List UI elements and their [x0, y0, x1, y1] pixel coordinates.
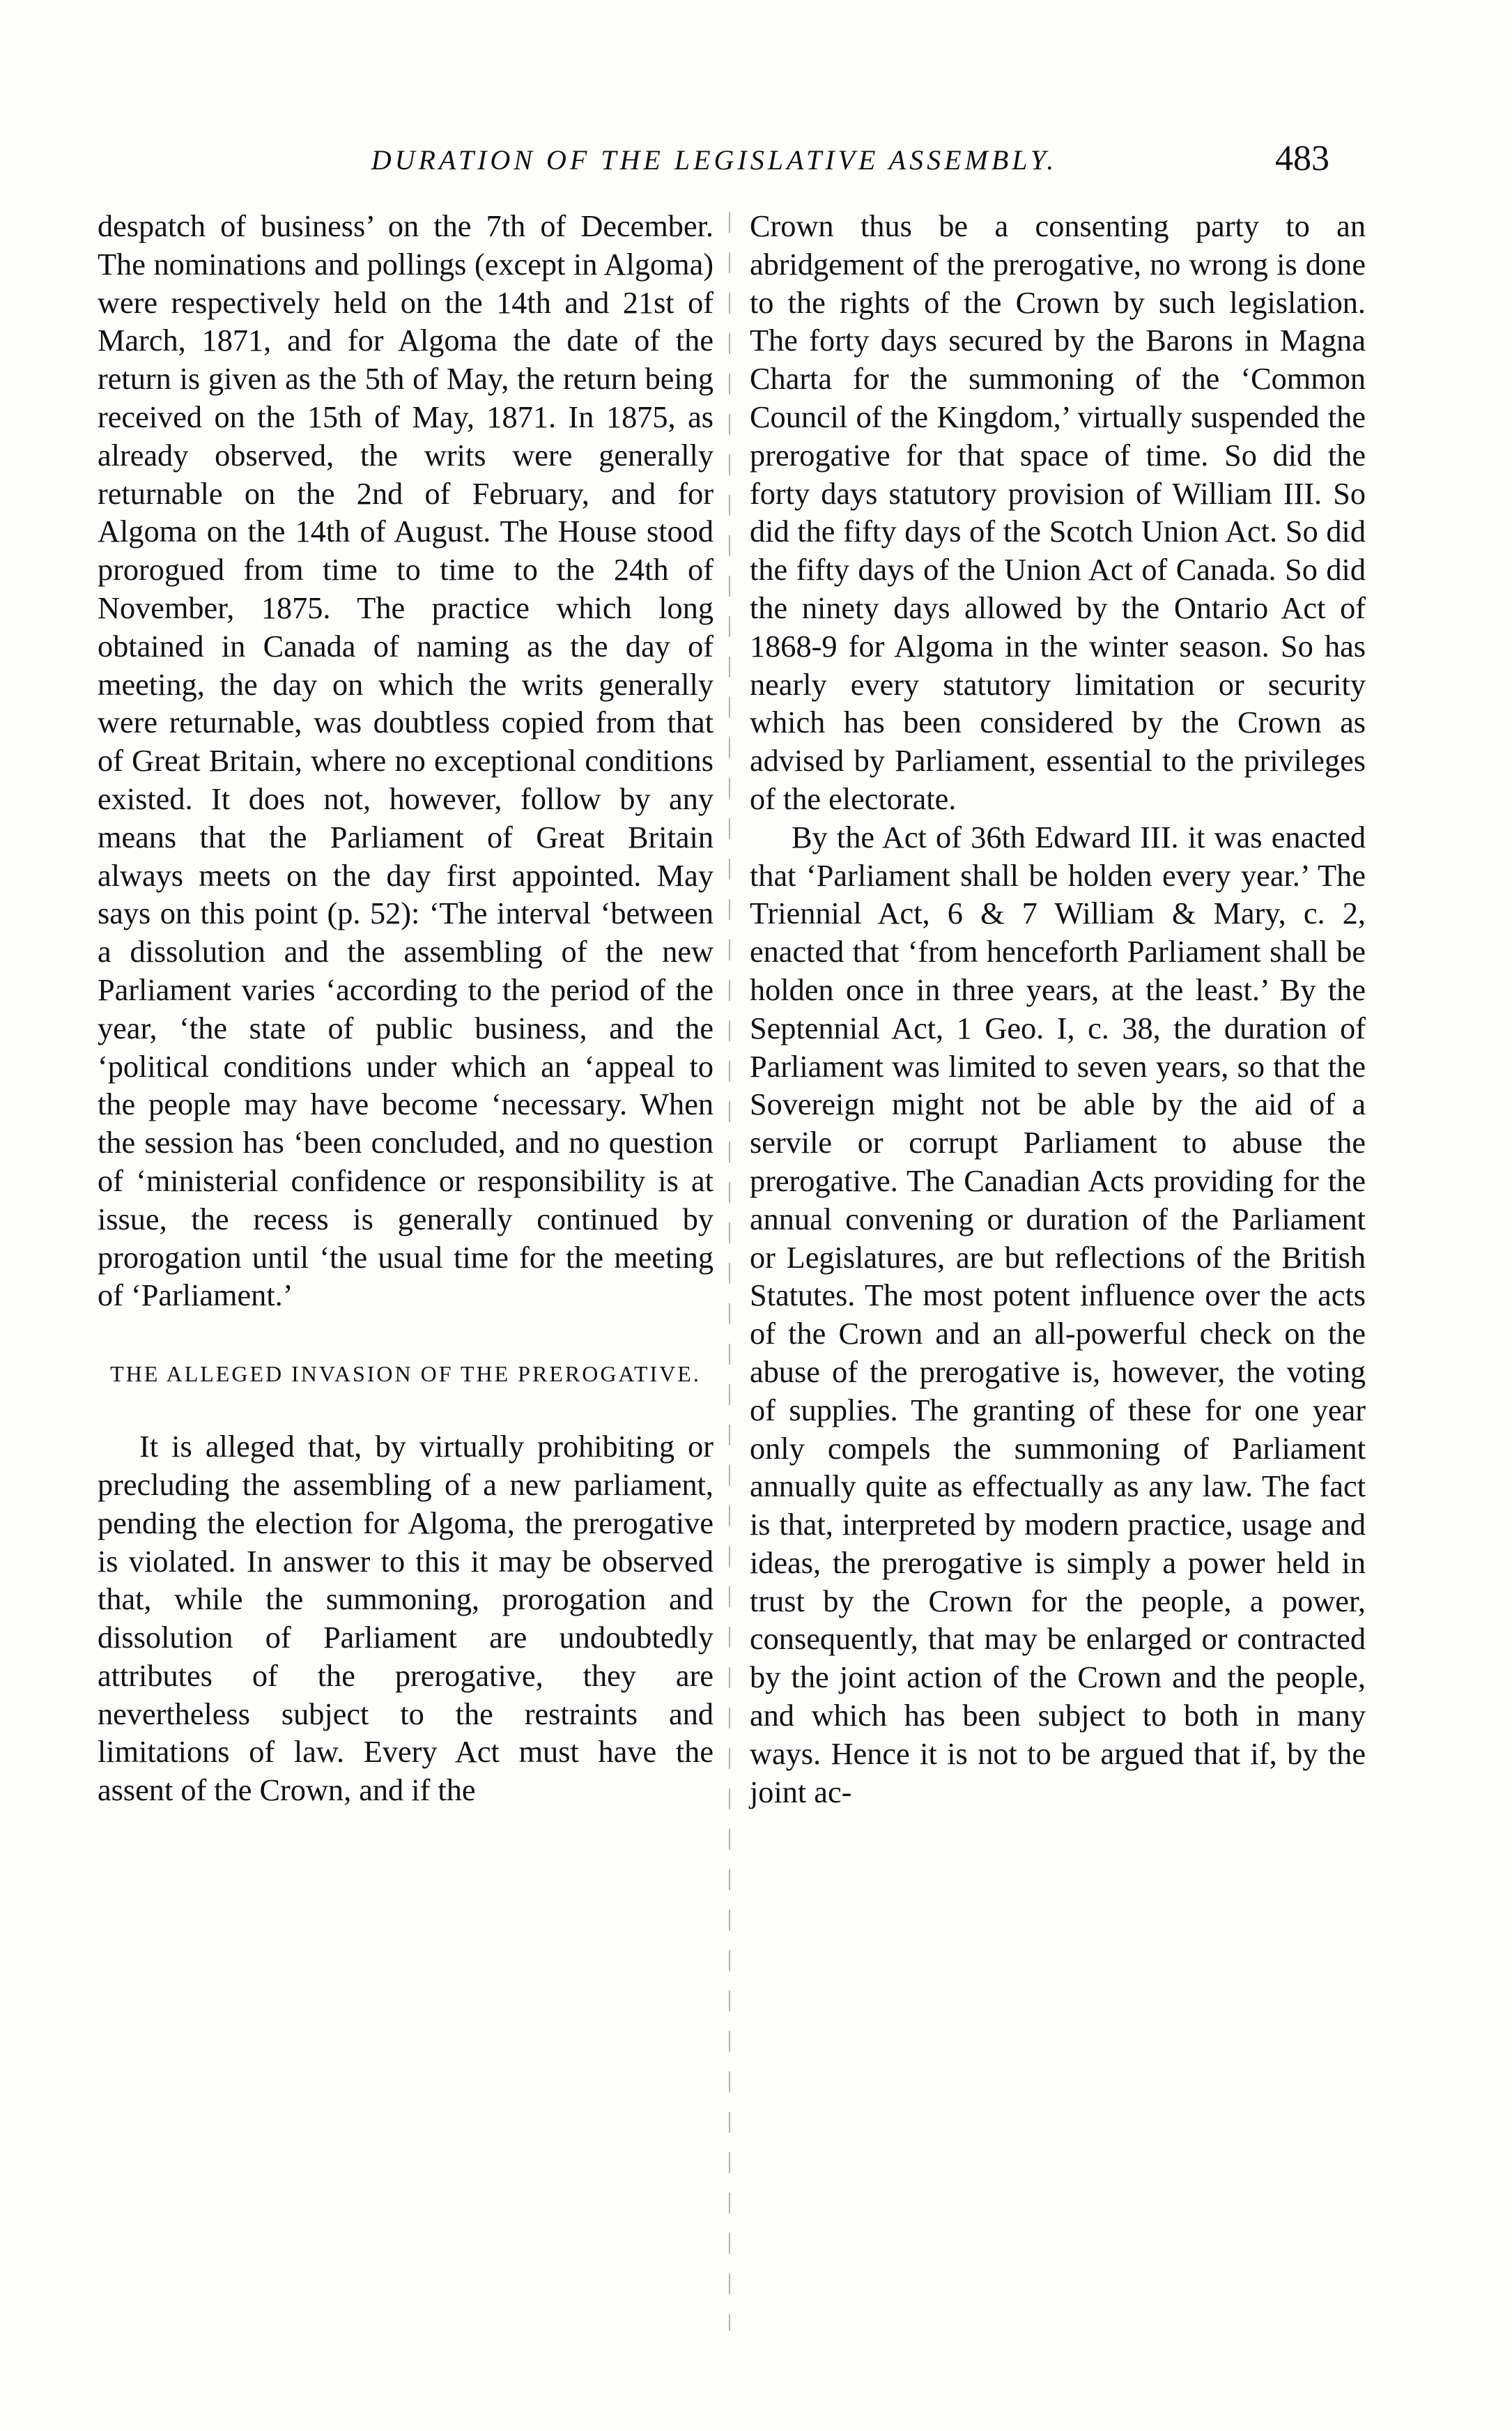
right-paragraph-1: Crown thus be a consenting party to an abridgement of the prerogative, no wrong is done to the rights of the Crown by such legislation. The forty days secured by the Barons in Magna Charta for the summoning of the ‘Common Council of the Kingdom,’ virtually suspended the prerogative for that space of time. So did the forty days statutory provision of William III. So did the fifty days of the Scotch Union Act. So did the fifty days of the Union Act of Canada. So did the ninety days allowed by the Ontario Act of 1868-9 for Algoma in the winter season. So has nearly every statutory limitation or security which has been considered by the Crown as advised by Parliament, essential to the privileges of the electorate. — [750, 209, 1366, 816]
running-head: DURATION OF THE LEGISLATIVE ASSEMBLY. — [371, 144, 1058, 176]
right-paragraph-2: By the Act of 36th Edward III. it was enacted that ‘Parliament shall be holden every year.’ The Triennial Act, 6 & 7 William & Mary, c. 2, enacted that ‘from henceforth Parliament shall be holden once in three years, at the least.’ By the Septennial Act, 1 Geo. I, c. 38, the duration of Parliament was limited to seven years, so that the Sovereign might not be able by the aid of a servile or corrupt Parliament to abuse the prerogative. The Canadian Acts providing for the annual convening or duration of the Parliament or Legislatures, are but reflections of the British Statutes. The most potent influence over the acts of the Crown and an all-powerful check on the abuse of the prerogative is, however, the voting of supplies. The granting of these for one year only compels the summoning of Parliament annually quite as effectually as any law. The fact is that, interpreted by modern practice, usage and ideas, the prerogative is simply a power held in trust by the Crown for the people, a power, consequently, that may be enlarged or contracted by the joint action of the Crown and the people, and which has been subject to both in many ways. Hence it is not to be argued that if, by the joint ac- — [750, 820, 1366, 1809]
left-paragraph-2: It is alleged that, by virtually prohibiting or precluding the assembling of a new parliament, pending the election for Algoma, the prerogative is violated. In answer to this it may be observed that, while the summoning, prorogation and dissolution of Parliament are undoubtedly attributes of the prerogative, they are nevertheless subject to the restraints and limitations of law. Every Act must have the assent of the Crown, and if the — [98, 1429, 713, 1808]
left-column — [98, 208, 713, 1810]
section-heading: THE ALLEGED INVASION OF THE PREROGATIVE. — [110, 1361, 701, 1387]
column-divider — [729, 212, 730, 2331]
page-number: 483 — [1275, 139, 1329, 178]
left-paragraph-1: despatch of business’ on the 7th of December. The nominations and pollings (except in Algoma) were respectively held on the 14th and 21st of March, 1871, and for Algoma the date of the return is given as the 5th of May, the return being received on the 15th of May, 1871. In 1875, as already observed, the writs were generally returnable on the 2nd of February, and for Algoma on the 14th of August. The House stood prorogued from time to time to the 24th of November, 1875. The practice which long obtained in Canada of naming as the day of meeting, the day on which the writs generally were returnable, was doubtless copied from that of Great Britain, where no exceptional conditions existed. It does not, however, follow by any means that the Parliament of Great Britain always meets on the day first appointed. May says on this point (p. 52): ‘The interval ‘between a dissolution and the assembling of the new Parliament varies ‘according to the period of the year, ‘the state of public business, and the ‘political conditions under which an ‘appeal to the people may have become ‘necessary. When the session has ‘been concluded, and no question of ‘ministerial confidence or responsibility is at issue, the recess is generally continued by prorogation until ‘the usual time for the meeting of ‘Parliament.’ — [98, 209, 713, 1313]
page-header — [0, 138, 1512, 194]
right-column — [750, 208, 1366, 1811]
